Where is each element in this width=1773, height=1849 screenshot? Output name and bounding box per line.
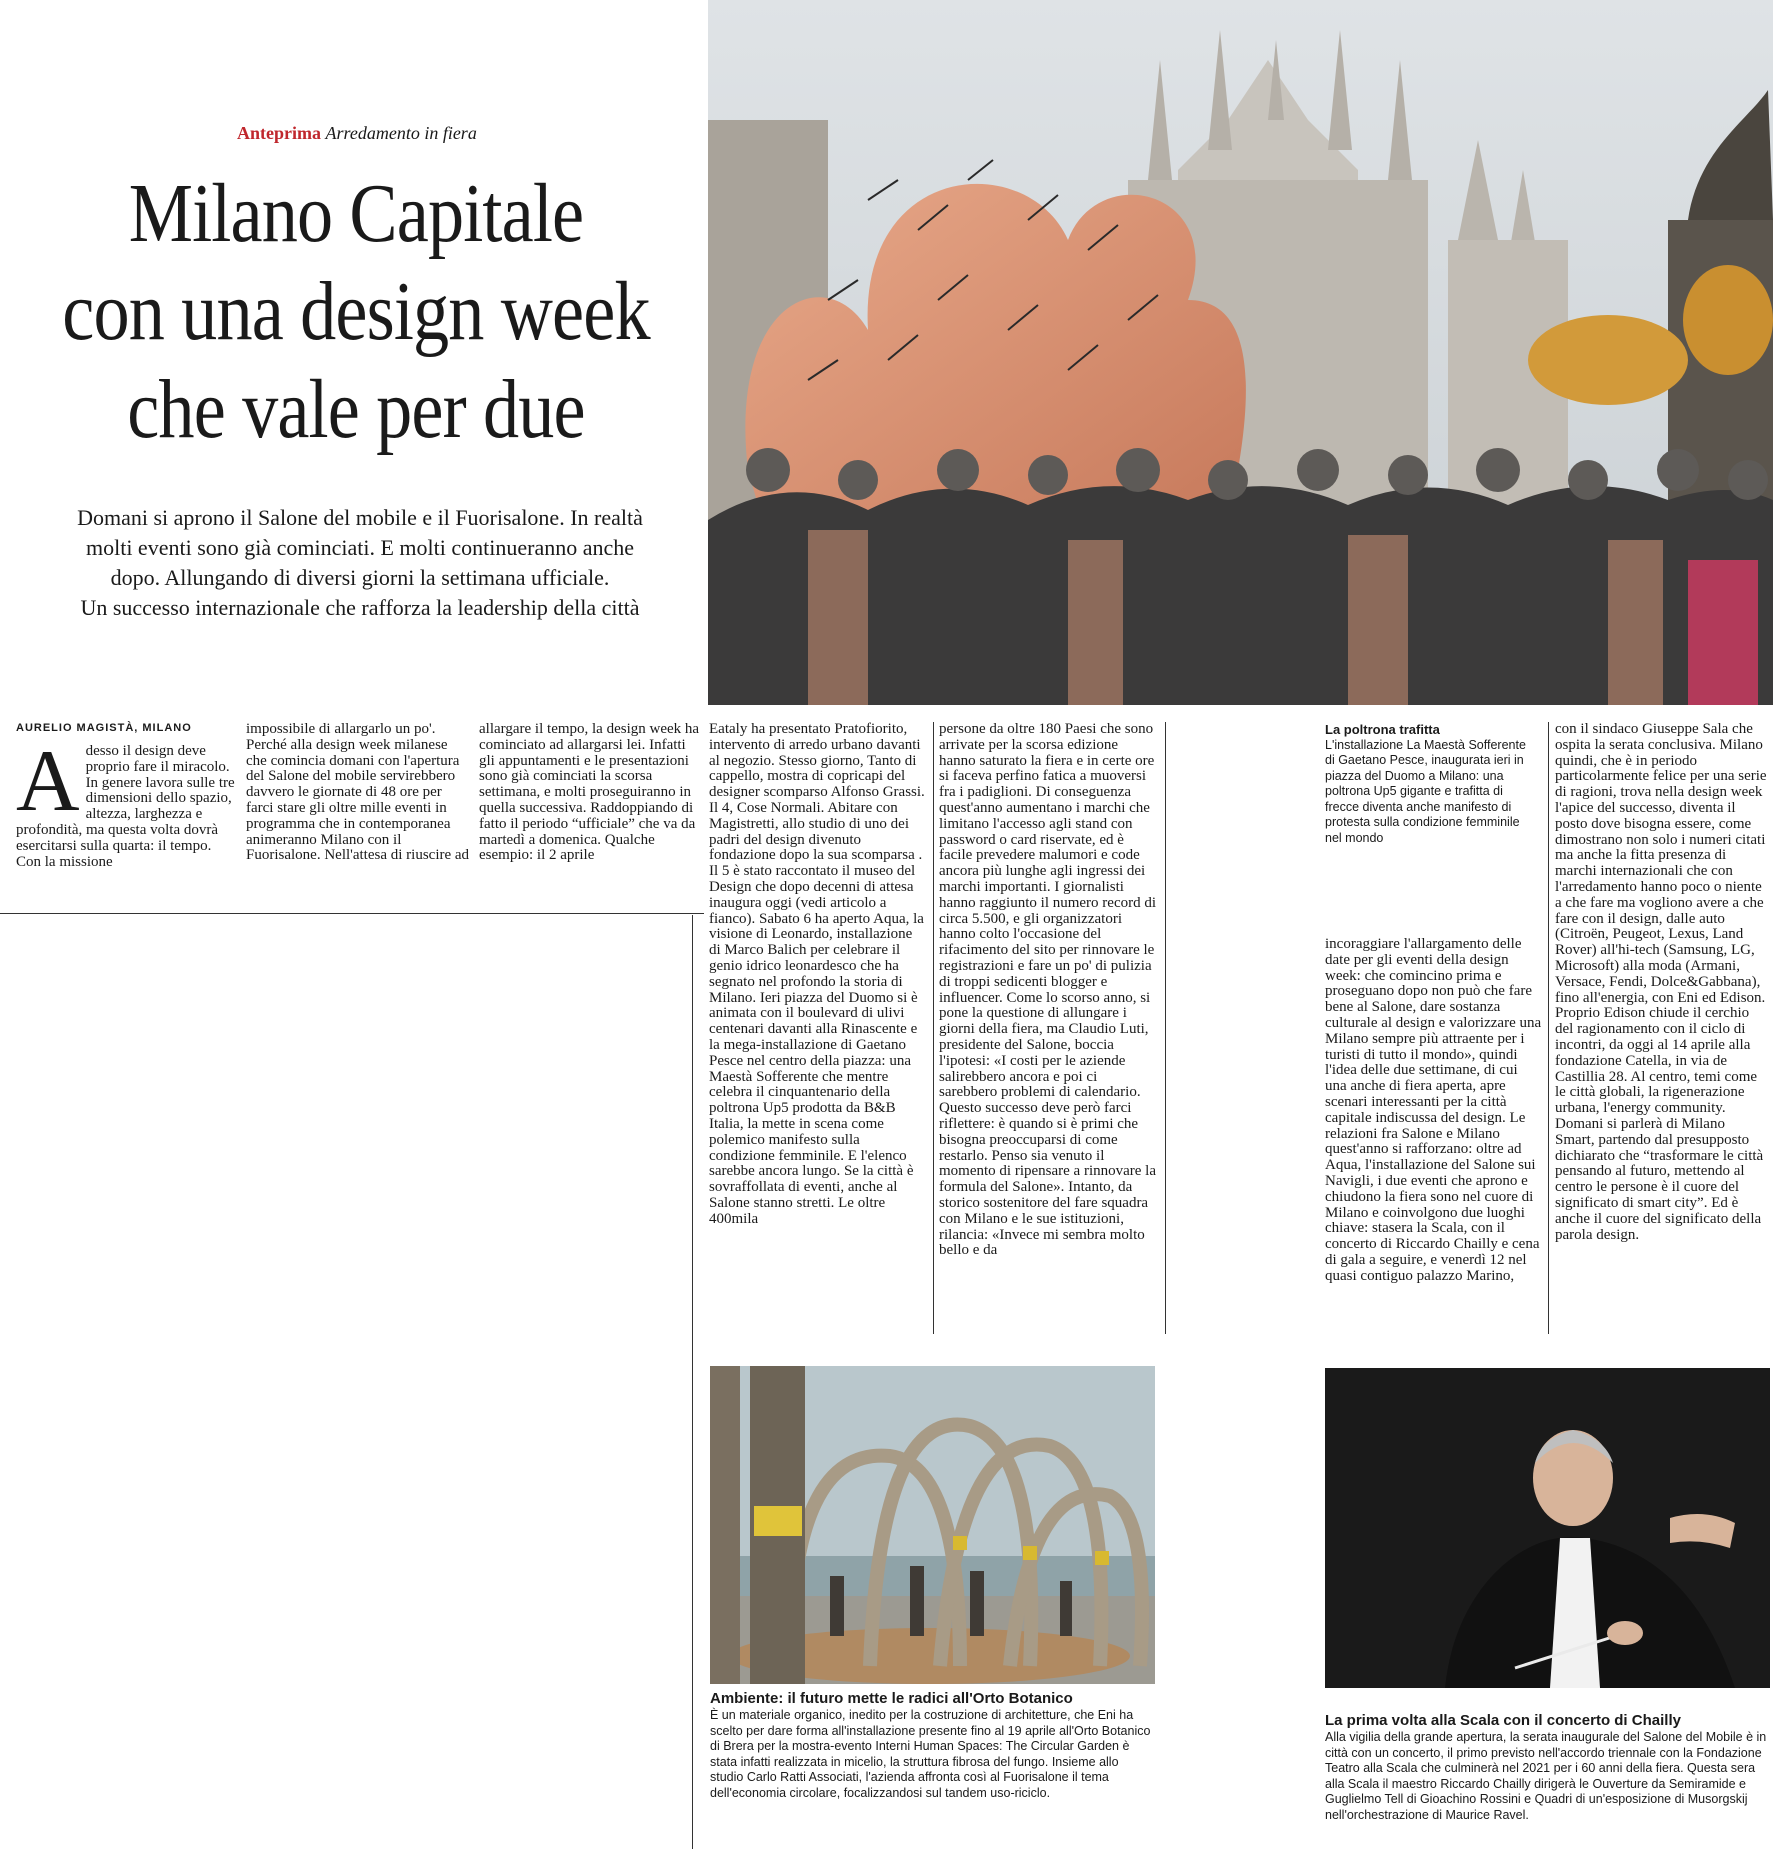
- article-column-4: Eataly ha presentato Pratofiorito, intervento di arredo urbano davanti al negozio. Stesso giorno, Tanto di cappello, mostra di copricapi del designer scomparso Alfonso Grassi. Il 4, Cose Normali. Abitare con Magistretti, allo studio di uno dei padri del design divenuto fondazione dopo la sua scomparsa . Il 5 è stato raccontato il museo del Design che dopo decenni di attesa inaugura oggi (vedi articolo a fianco). Sabato 6 ha aperto Aqua, la visione di Leonardo, installazione di Marco Balich per celebrare il genio idrico leonardesco che ha segnato nel profondo la storia di Milano. Ieri piazza del Duomo si è animata con il boulevard di ulivi centenari davanti alla Rinascente e la mega-installazione di Gaetano Pesce nel centro della piazza: una Maestà Sofferente che mentre celebra il cinquantenario della poltrona Up5 prodotta da B&B Italia, la mette in scena come polemico manifesto sulla condizione femminile. E l'elenco sarebbe ancora lungo. Se la città è sovraffollata di eventi, anche al Salone stanno stretti. Le oltre 400mila: [709, 721, 925, 1227]
- column-rule-1: [933, 722, 934, 1334]
- column-rule-3: [1548, 722, 1549, 1334]
- drop-cap: A: [16, 733, 80, 830]
- standfirst-line-2: molti eventi sono già cominciati. E molti continueranno anche: [85, 535, 635, 560]
- column-rule-2: [1165, 722, 1166, 1334]
- divider-under-intro: [0, 913, 704, 914]
- article-column-2: impossibile di allargarlo un po'. Perché alla design week milanese che comincia domani con l'apertura del Salone del mobile servirebbero davvero le giornate di 48 ore per farci stare gli oltre mille eventi in programma che in contemporanea animeranno Milano con il Fuorisalone. Nell'attesa di riuscire ad: [246, 721, 470, 864]
- standfirst-line-4: Un successo internazionale che rafforza la leadership della città: [80, 595, 640, 620]
- caption-scala-title: La prima volta alla Scala con il concerto di Chailly: [1325, 1712, 1681, 1729]
- article-column-7: con il sindaco Giuseppe Sala che ospita la serata conclusiva. Milano quindi, che è in periodo particolarmente felice per una serie di ragioni, trova nella design week l'apice del successo, diventa il posto dove bisogna essere, come dimostrano non solo i numeri citati ma anche la fitta presenza di marchi internazionali che con l'arredamento hanno poco o niente a che fare ma vogliono avere a che fare con il design, dalle auto (Citroën, Peugeot, Lexus, Land Rover) all'hi-tech (Samsung, LG, Microsoft) alla moda (Armani, Versace, Fendi, Dolce&Gabbana), fino all'energia, con Eni ed Edison. Proprio Edison chiude il cerchio del ragionamento con il ciclo di incontri, da oggi al 14 aprile alla fondazione Catella, in via de Castillia 28. Al centro, temi come le città globali, la rigenerazione urbana, l'energy community. Domani si parlerà di Milano Smart, partendo dal presupposto dichiarato che “trasformare le città pensando al futuro, mettendo al centro le persone è il cuore del significato di smart city”. Ed è anche il cuore del significato della parola design.: [1555, 721, 1767, 1243]
- caption-scala: [1325, 1712, 1770, 1823]
- caption-orto-title: Ambiente: il futuro mette le radici all'Orto Botanico: [710, 1690, 1073, 1707]
- main-photo-duomo: [708, 0, 1773, 705]
- side-caption-text: L'installazione La Maestà Sofferente di Gaetano Pesce, inaugurata ieri in piazza del Duomo a Milano: una poltrona Up5 gigante e trafitta di frecce diventa anche manifesto di protesta sulla condizione femminile nel mondo: [1325, 737, 1526, 845]
- article-column-5: persone da oltre 180 Paesi che sono arrivate per la scorsa edizione hanno saturato la fiera e in certe ore si faceva perfino fatica a muoversi fra i padiglioni. Di conseguenza quest'anno aumentano i marchi che limitano l'accesso agli stand con password o card riservate, ed è facile prevedere malumori e code ancora più lunghe agli ingressi dei marchi importanti. I giornalisti hanno raggiunto il numero record di circa 5.500, e gli organizzatori hanno colto l'occasione del rifacimento del sito per rinnovare le registrazioni e fare un po' di pulizia di troppi sedicenti blogger e influencer. Come lo scorso anno, si pone la questione di allungare i giorni della fiera, ma Claudio Luti, presidente del Salone, boccia l'ipotesi: «I costi per le aziende salirebbero ancora e poi ci sarebbero problemi di calendario. Questo successo deve però farci riflettere: è quando si è primi che bisogna preoccuparsi di come restarlo. Penso sia venuto il momento di ripensare a rinnovare la formula del Salone». Intanto, da storico sostenitore del fare squadra con Milano e le sue istituzioni, rilancia: «Invece mi sembra molto bello e da: [939, 721, 1157, 1259]
- standfirst-line-3: dopo. Allungando di diversi giorni la settimana ufficiale.: [110, 565, 610, 590]
- kicker-topic: Arredamento in fiera: [325, 123, 477, 143]
- kicker-section: Anteprima: [237, 123, 321, 143]
- side-caption-poltrona: [1325, 722, 1530, 846]
- article-column-1: [16, 733, 236, 870]
- caption-orto-botanico: [710, 1690, 1155, 1801]
- headline-line-3: che vale per due: [127, 363, 585, 456]
- caption-orto-text: È un materiale organico, inedito per la costruzione di architetture, che Eni ha scelto per dare forma all'installazione presente fino al 19 aprile all'Orto Botanico di Brera per la mostra-evento Interni Human Spaces: The Circular Garden è stata infatti realizzata in micelio, la struttura fibrosa del fungo. Insieme allo studio Carlo Ratti Associati, l'azienda affronta così al Fuorisalone il tema dell'economia circolare, focalizzandosi sul tandem uso-riciclo.: [710, 1708, 1151, 1800]
- caption-scala-text: Alla vigilia della grande apertura, la serata inaugurale del Salone del Mobile è in città con un concerto, il primo previsto nell'accordo triennale con la Fondazione Teatro alla Scala che culminerà nel 2021 per i 60 anni della fiera. Questa sera alla Scala il maestro Riccardo Chailly dirigerà le Ouverture da Semiramide e Guglielmo Tell di Gioachino Rossini e Quadri di un'esposizione di Musorgskij nell'orchestrazione di Maurice Ravel.: [1325, 1730, 1767, 1822]
- article-column-6: incoraggiare l'allargamento delle date per gli eventi della design week: che comincino prima e proseguano dopo non può che fare bene al Salone, dare sostanza culturale al design e valorizzare una Milano sempre più attraente per i turisti di tutto il mondo», quindi l'idea delle due settimane, di cui una anche di fiera aperta, apre scenari interessanti per la città capitale indiscussa del design. Le relazioni fra Salone e Milano quest'anno si rafforzano: oltre ad Aqua, l'installazione del Salone sui Navigli, i due eventi che aprono e chiudono la fiera sono nel cuore di Milano e coinvolgono due luoghi chiave: stasera la Scala, con il concerto di Riccardo Chailly e cena di gala a seguire, e venerdì 12 nel quasi contiguo palazzo Marino,: [1325, 936, 1542, 1284]
- kicker: [237, 123, 477, 144]
- article-column-3: allargare il tempo, la design week ha cominciato ad allargarsi lei. Infatti gli appuntamenti e le presentazioni sono già cominciati la scorsa settimana, e molti proseguiranno in quella successiva. Raddoppiando di fatto il periodo “ufficiale” che va da martedì a domenica. Qualche esempio: il 2 aprile: [479, 721, 700, 864]
- circular-garden-illustration: [710, 1366, 1155, 1684]
- duomo-installation-illustration: [708, 0, 1773, 705]
- conductor-illustration: [1325, 1368, 1770, 1688]
- byline: AURELIO MAGISTÀ, MILANO: [16, 722, 192, 734]
- headline: [58, 165, 653, 459]
- standfirst: [20, 503, 700, 623]
- standfirst-line-1: Domani si aprono il Salone del mobile e il Fuorisalone. In realtà: [77, 505, 643, 530]
- headline-line-2: con una design week: [62, 265, 650, 358]
- column-1-text: desso il design deve proprio fare il miracolo. In genere lavora sulle tre dimensioni dello spazio, altezza, larghezza e profondità, ma questa volta dovrà esercitarsi sulla quarta: il tempo. Con la missione: [16, 743, 235, 870]
- photo-chailly: [1325, 1368, 1770, 1688]
- photo-orto-botanico: [710, 1366, 1155, 1684]
- page-left-rule: [692, 915, 693, 1849]
- headline-line-1: Milano Capitale: [128, 167, 584, 260]
- side-caption-title: La poltrona trafitta: [1325, 722, 1440, 737]
